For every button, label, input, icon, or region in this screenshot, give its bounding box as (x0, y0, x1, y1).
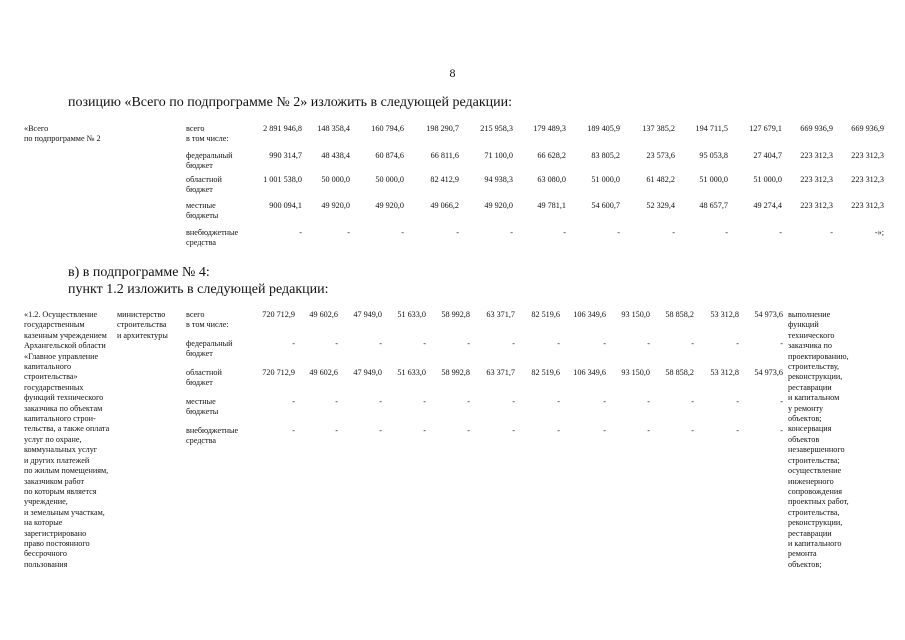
value-cell: 2 891 946,8 (263, 124, 302, 133)
result-line: выполнение (788, 310, 831, 319)
value-cell: 53 312,8 (710, 310, 739, 319)
item-name-line: заказчиком работ (24, 476, 85, 486)
value-cell: 137 385,2 (642, 124, 675, 133)
value-cell: 198 290,7 (426, 124, 459, 133)
value-cell: - (467, 426, 470, 435)
executor-line: и архитектуры (117, 330, 168, 340)
result-line: у ремонту (788, 403, 824, 413)
value-cell: 93 150,0 (621, 310, 650, 319)
executor-line: министерство (117, 310, 166, 319)
value-cell: 54 600,7 (591, 201, 620, 210)
value-cell: - (736, 397, 739, 406)
row-label-line: в том числе: (186, 134, 229, 144)
value-cell: 127 679,1 (749, 124, 782, 133)
value-cell: 223 312,3 (800, 151, 833, 160)
value-cell: - (557, 426, 560, 435)
value-cell: - (691, 426, 694, 435)
item-name-line: «1.2. Осуществление (24, 310, 98, 319)
row-label-line: бюджеты (186, 211, 219, 221)
value-cell: - (603, 397, 606, 406)
value-cell: 194 711,5 (695, 124, 728, 133)
value-cell: 53 312,8 (710, 368, 739, 377)
row-label (186, 124, 229, 145)
value-cell: 720 712,9 (262, 310, 295, 319)
item-name-line: и других платежей (24, 455, 90, 465)
value-cell: 179 489,3 (533, 124, 566, 133)
row-label-line: внебюджетные (186, 426, 239, 435)
value-cell: 54 973,6 (754, 368, 783, 377)
value-cell: - (467, 339, 470, 348)
item-name-line: и земельным участкам, (24, 507, 105, 517)
value-cell: 83 805,2 (591, 151, 620, 160)
result-line: функций (788, 320, 819, 330)
row-label-line: всего (186, 124, 205, 133)
row-label-line: средства (186, 238, 217, 248)
value-cell: - (401, 228, 404, 237)
value-cell: 148 358,4 (317, 124, 350, 133)
row-label-line: бюджет (186, 349, 213, 359)
value-cell: 51 000,0 (753, 175, 782, 184)
result-line: реконструкции, (788, 518, 843, 528)
value-cell: 60 874,6 (375, 151, 404, 160)
value-cell: 66 628,2 (537, 151, 566, 160)
value-cell: - (830, 228, 833, 237)
item-name-line: строительства» (24, 372, 78, 382)
value-cell: 669 936,9 (800, 124, 833, 133)
value-cell: - (603, 426, 606, 435)
value-cell: 669 936,9 (851, 124, 884, 133)
value-cell: 52 329,4 (646, 201, 675, 210)
value-cell: - (736, 426, 739, 435)
section2-heading-2: пункт 1.2 изложить в следующей редакции: (68, 282, 329, 297)
row-label-line: местные (186, 201, 216, 210)
value-cell: - (347, 228, 350, 237)
value-cell: 47 949,0 (353, 310, 382, 319)
result-line: консервация (788, 424, 832, 434)
result-line: проектных работ, (788, 497, 849, 507)
result-line: реставрации (788, 528, 832, 538)
value-cell: - (557, 397, 560, 406)
item-name-line: зарегистрировано (24, 528, 87, 538)
value-cell: - (647, 339, 650, 348)
value-cell: - (779, 228, 782, 237)
row-label-line: внебюджетные (186, 228, 239, 237)
value-cell: - (456, 228, 459, 237)
value-cell: 215 958,3 (480, 124, 513, 133)
section2-item-name (24, 310, 119, 570)
value-cell: 49 920,0 (375, 201, 404, 210)
value-cell: - (736, 339, 739, 348)
row-label-line: бюджет (186, 378, 213, 388)
result-line: технического (788, 330, 835, 340)
value-cell: 49 066,2 (430, 201, 459, 210)
value-cell: 63 371,7 (486, 310, 515, 319)
row-label-line: местные (186, 397, 216, 406)
value-cell: 95 053,8 (699, 151, 728, 160)
value-cell: - (780, 426, 783, 435)
value-cell: - (557, 339, 560, 348)
value-cell: - (780, 397, 783, 406)
result-line: незавершенного (788, 445, 845, 455)
value-cell: 49 274,4 (753, 201, 782, 210)
result-line: реконструкции, (788, 372, 843, 382)
result-line: ремонта (788, 549, 817, 559)
item-name-line: коммунальных услуг (24, 445, 98, 455)
section1-name (24, 124, 101, 145)
value-cell: 160 794,6 (371, 124, 404, 133)
value-cell: 48 438,4 (321, 151, 350, 160)
name-line: «Всего (24, 124, 49, 133)
value-cell: 63 080,0 (537, 175, 566, 184)
value-cell: 223 312,3 (851, 151, 884, 160)
value-cell: - (512, 339, 515, 348)
row-label-line: средства (186, 436, 217, 446)
item-name-line: капитального строи- (24, 414, 96, 424)
row-label-line: бюджет (186, 185, 213, 195)
value-cell: 51 000,0 (699, 175, 728, 184)
value-cell: 990 314,7 (269, 151, 302, 160)
row-label (186, 228, 238, 249)
row-label-line: федеральный (186, 151, 233, 160)
value-cell: 58 858,2 (665, 310, 694, 319)
value-cell: - (512, 426, 515, 435)
value-cell: 189 405,9 (587, 124, 620, 133)
value-cell: 51 000,0 (591, 175, 620, 184)
row-label (186, 310, 229, 331)
item-name-line: пользования (24, 559, 68, 569)
result-line: объектов (788, 434, 820, 444)
value-cell: - (423, 426, 426, 435)
value-cell: - (510, 228, 513, 237)
value-cell: - (299, 228, 302, 237)
row-label-line: бюджеты (186, 407, 219, 417)
value-cell: - (335, 426, 338, 435)
value-cell: - (647, 426, 650, 435)
row-label (186, 175, 222, 196)
result-line: осуществление (788, 466, 842, 476)
value-cell: - (672, 228, 675, 237)
value-cell: 71 100,0 (484, 151, 513, 160)
item-name-line: заказчика по объектам (24, 403, 103, 413)
item-name-line: капитального (24, 362, 72, 372)
value-cell: 61 482,2 (646, 175, 675, 184)
executor-line: строительства (117, 320, 167, 330)
item-name-line: «Главное управление (24, 351, 99, 361)
item-name-line: на которые (24, 518, 63, 528)
row-label-line: всего (186, 310, 205, 319)
value-cell: - (725, 228, 728, 237)
row-label (186, 201, 218, 222)
row-label (186, 151, 233, 172)
value-cell: 63 371,7 (486, 368, 515, 377)
value-cell: 82 519,6 (531, 310, 560, 319)
value-cell: 93 150,0 (621, 368, 650, 377)
value-cell: -»; (874, 228, 884, 237)
value-cell: - (379, 426, 382, 435)
value-cell: 50 000,0 (375, 175, 404, 184)
item-name-line: учреждение, (24, 497, 68, 507)
result-line: и капитального (788, 538, 842, 548)
value-cell: 49 781,1 (537, 201, 566, 210)
value-cell: - (512, 397, 515, 406)
value-cell: 82 519,6 (531, 368, 560, 377)
value-cell: 106 349,6 (573, 368, 606, 377)
value-cell: - (335, 339, 338, 348)
row-label-line: в том числе: (186, 320, 229, 330)
value-cell: 48 657,7 (699, 201, 728, 210)
result-line: инженерного (788, 476, 834, 486)
value-cell: 223 312,3 (800, 201, 833, 210)
value-cell: - (691, 339, 694, 348)
item-name-line: тельства, а также оплата (24, 424, 110, 434)
value-cell: 49 602,6 (309, 310, 338, 319)
value-cell: 49 602,6 (309, 368, 338, 377)
result-line: строительства; (788, 455, 840, 465)
value-cell: 223 312,3 (851, 201, 884, 210)
value-cell: - (379, 397, 382, 406)
value-cell: 54 973,6 (754, 310, 783, 319)
row-label (186, 397, 218, 418)
value-cell: - (603, 339, 606, 348)
item-name-line: право постоянного (24, 538, 90, 548)
item-name-line: по которым является (24, 486, 97, 496)
value-cell: 82 412,9 (430, 175, 459, 184)
value-cell: - (292, 339, 295, 348)
value-cell: 1 001 538,0 (263, 175, 302, 184)
value-cell: 51 633,0 (397, 310, 426, 319)
value-cell: 50 000,0 (321, 175, 350, 184)
item-name-line: государственных (24, 382, 84, 392)
item-name-line: государственным (24, 320, 85, 330)
name-line: по подпрограмме № 2 (24, 134, 101, 144)
item-name-line: бессрочного (24, 549, 67, 559)
result-line: сопровождения (788, 486, 842, 496)
section2-executor (117, 310, 185, 341)
value-cell: 94 938,3 (484, 175, 513, 184)
result-line: и капитальном (788, 393, 840, 403)
item-name-line: услуг по охране, (24, 434, 82, 444)
value-cell: - (423, 339, 426, 348)
item-name-line: казенным учреждением (24, 330, 107, 340)
value-cell: 58 992,8 (441, 310, 470, 319)
value-cell: 47 949,0 (353, 368, 382, 377)
value-cell: - (563, 228, 566, 237)
value-cell: 223 312,3 (851, 175, 884, 184)
result-line: проектированию, (788, 351, 849, 361)
value-cell: - (335, 397, 338, 406)
value-cell: - (423, 397, 426, 406)
section2-heading-1: в) в подпрограмме № 4: (68, 265, 210, 280)
value-cell: 49 920,0 (484, 201, 513, 210)
value-cell: - (780, 339, 783, 348)
value-cell: - (617, 228, 620, 237)
result-line: строительству, (788, 362, 840, 372)
row-label-line: бюджет (186, 161, 213, 171)
value-cell: 27 404,7 (753, 151, 782, 160)
item-name-line: функций технического (24, 393, 104, 403)
value-cell: 58 992,8 (441, 368, 470, 377)
item-name-line: по жилым помещениям, (24, 466, 109, 476)
result-line: строительства, (788, 507, 840, 517)
value-cell: 23 573,6 (646, 151, 675, 160)
value-cell: 900 094,1 (269, 201, 302, 210)
result-line: заказчика по (788, 341, 832, 351)
row-label-line: областной (186, 368, 222, 377)
value-cell: - (691, 397, 694, 406)
section1-heading: позицию «Всего по подпрограмме № 2» изложить в следующей редакции: (68, 95, 513, 110)
row-label-line: федеральный (186, 339, 233, 348)
item-name-line: Архангельской области (24, 341, 106, 351)
value-cell: - (647, 397, 650, 406)
value-cell: - (379, 339, 382, 348)
value-cell: 66 811,6 (430, 151, 459, 160)
section2-expected-result (788, 310, 888, 570)
value-cell: 51 633,0 (397, 368, 426, 377)
page-number: 8 (449, 66, 456, 80)
value-cell: 49 920,0 (321, 201, 350, 210)
row-label-line: областной (186, 175, 222, 184)
result-line: объектов; (788, 559, 822, 569)
value-cell: - (292, 426, 295, 435)
result-line: объектов; (788, 414, 822, 424)
result-line: реставрации (788, 382, 832, 392)
value-cell: - (292, 397, 295, 406)
value-cell: 720 712,9 (262, 368, 295, 377)
row-label (186, 368, 222, 389)
value-cell: 58 858,2 (665, 368, 694, 377)
value-cell: 223 312,3 (800, 175, 833, 184)
value-cell: - (467, 397, 470, 406)
value-cell: 106 349,6 (573, 310, 606, 319)
